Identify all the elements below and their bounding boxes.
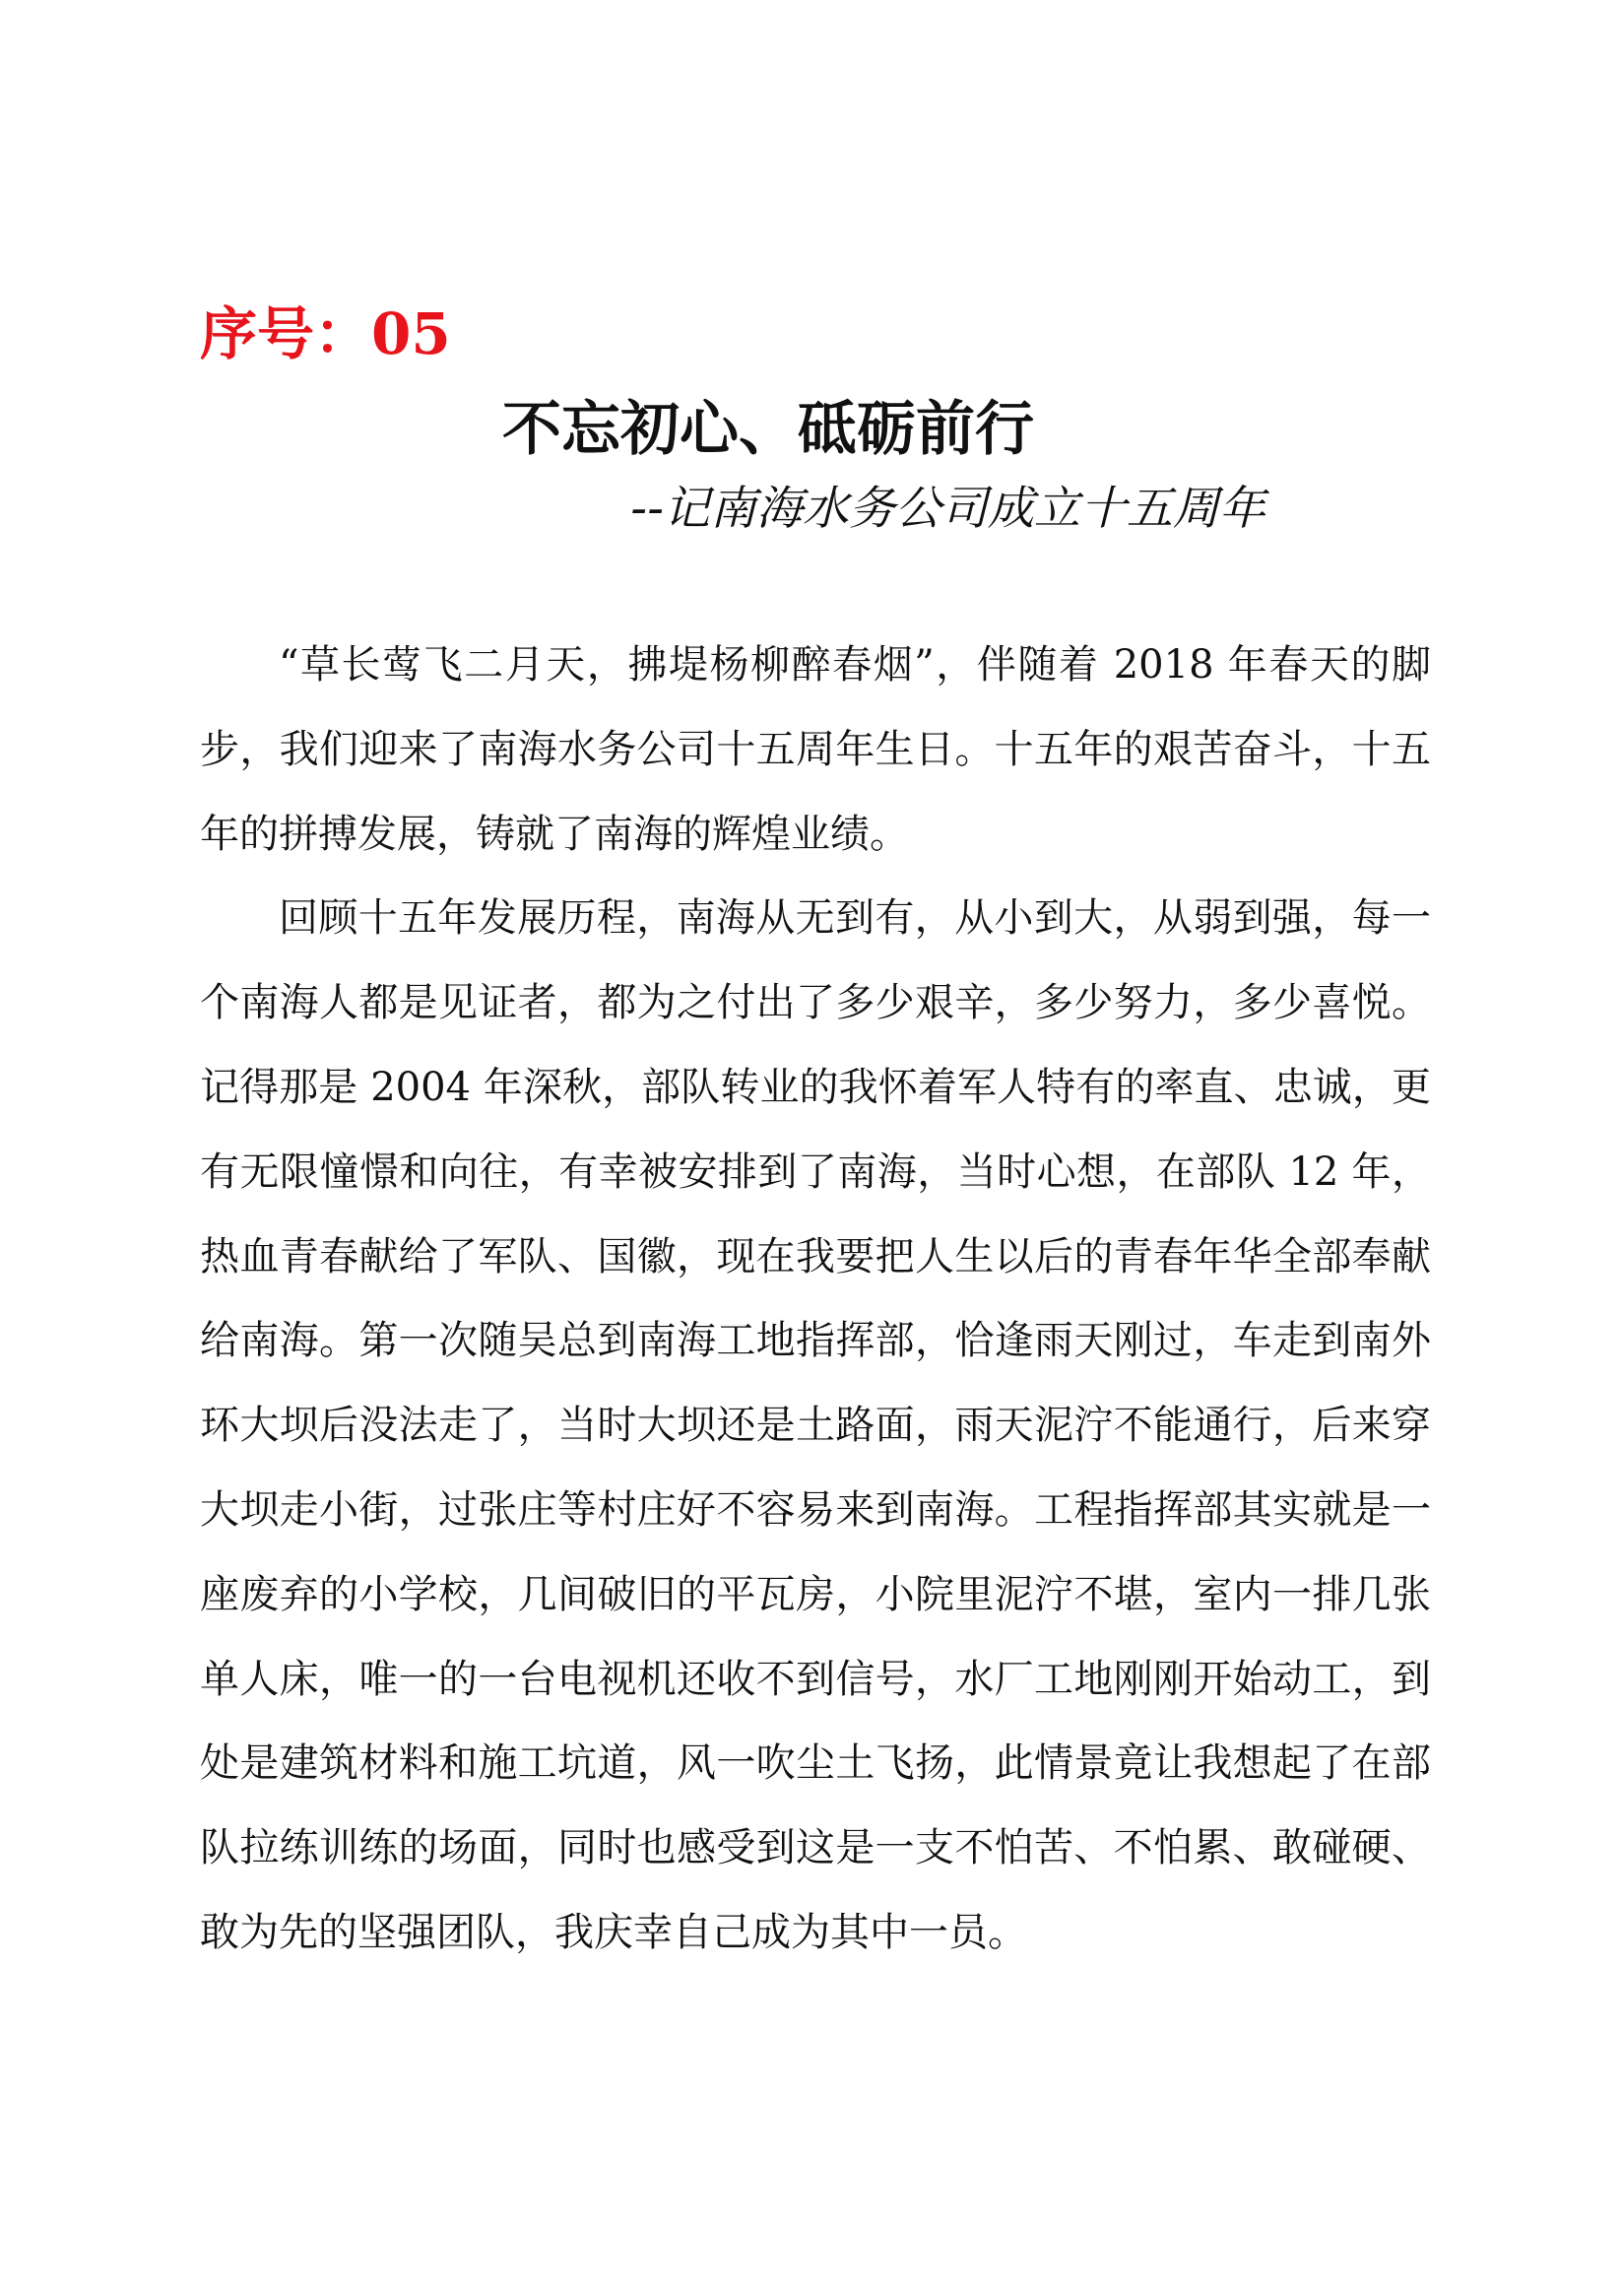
article-subtitle: --记南海水务公司成立十五周年 <box>630 482 1265 536</box>
article-body <box>200 623 1431 1976</box>
serial-number-label: 序号：05 <box>200 300 451 367</box>
paragraph-2: 回顾十五年发展历程，南海从无到有，从小到大，从弱到强，每一个南海人都是见证者，都为之付出了多少艰辛，多少努力，多少喜悦。记得那是 2004 年深秋，部队转业的我怀着军人特有的率直、忠诚，更有无限憧憬和向往，有幸被安排到了南海，当时心想，在部队 12 年，热血青春献给了军队、国徽，现在我要把人生以后的青春年华全部奉献给南海。第一次随吴总到南海工地指挥部，恰逢雨天刚过，车走到南外环大坝后没法走了，当时大坝还是土路面，雨天泥泞不能通行，后来穿大坝走小街，过张庄等村庄好不容易来到南海。工程指挥部其实就是一座废弃的小学校，几间破旧的平瓦房，小院里泥泞不堪，室内一排几张单人床，唯一的一台电视机还收不到信号，水厂工地刚刚开始动工，到处是建筑材料和施工坑道，风一吹尘土飞扬，此情景竟让我想起了在部队拉练训练的场面，同时也感受到这是一支不怕苦、不怕累、敢碰硬、敢为先的坚强团队，我庆幸自己成为其中一员。 <box>200 895 1431 1955</box>
paragraph-1: “草长莺飞二月天，拂堤杨柳醉春烟”，伴随着 2018 年春天的脚步，我们迎来了南海水务公司十五周年生日。十五年的艰苦奋斗，十五年的拼搏发展，铸就了南海的辉煌业绩。 <box>200 642 1431 857</box>
article-title: 不忘初心、砥砺前行 <box>502 395 1034 464</box>
